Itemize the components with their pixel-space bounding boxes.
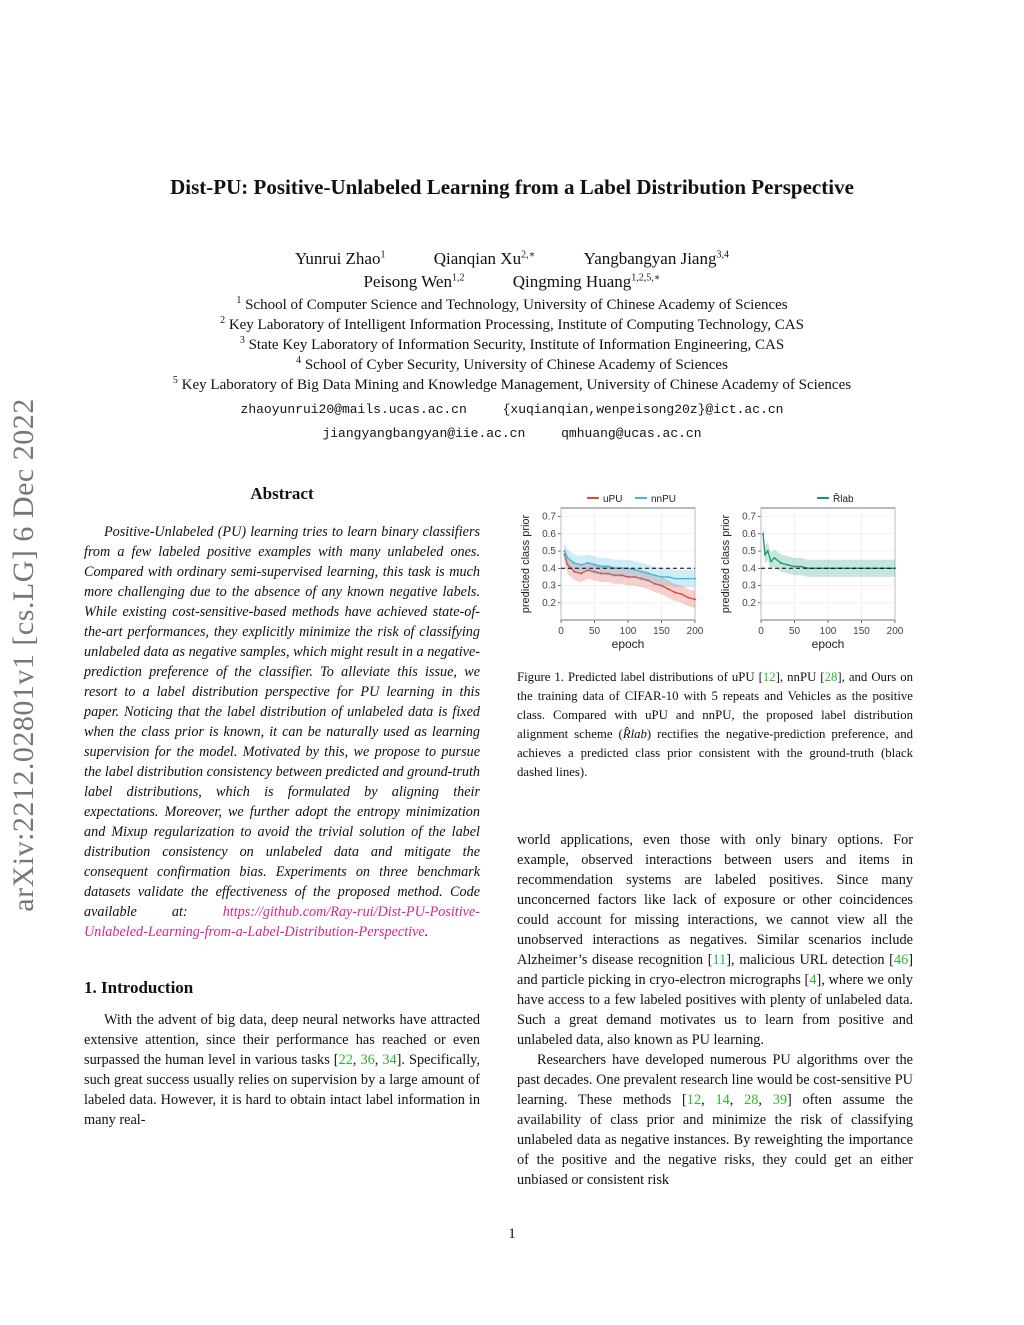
citation-link[interactable]: 4 <box>809 972 817 988</box>
author: Yangbangyan Jiang$^{3,4}$ <box>583 249 729 268</box>
data-point <box>767 550 769 552</box>
citation-link[interactable]: 14 <box>715 1092 730 1108</box>
data-point <box>594 564 596 566</box>
figure-1 <box>517 488 913 653</box>
email: zhaoyunrui20@mails.ucas.ac.cn <box>240 402 467 417</box>
intro-paragraph-2: world applications, even those with only binary options. For example, observed interactions between users and items in recommendation systems are labeled positives. Since many unconcerned factors like lack of exposure or other coincidences could account for missing interactions, we cannot view all the unobserved interactions as negatives. Similar scenarios include Alzheimer’s disease recognition [11], malicious URL detection [46] and particle picking in cryo-electron micrographs [4], where we only have access to a few labeled positives with plenty of unlabeled data. Such a great demand motivates us to learn from positive and unlabeled data, also known as PU learning. <box>517 832 913 1048</box>
y-tick-label: 0.2 <box>542 597 556 609</box>
y-axis-label: predicted class prior <box>720 514 732 614</box>
data-point <box>770 560 772 562</box>
data-point <box>794 566 796 568</box>
figure-caption: Figure 1. Predicted label distributions of uPU [12], nnPU [28], and Ours on the training data of CIFAR-10 with 5 repeats and Vehicles as the positive class. Compared with uPU and nnPU, the proposed label distribution alignment scheme (R̂lab) rectifies the negative-prediction preference, and achieves a predicted class prior consistent with the ground-truth (black dashed lines). <box>517 670 913 779</box>
data-point <box>694 578 696 580</box>
x-axis-label: epoch <box>611 637 645 651</box>
legend-label: R̂lab <box>833 494 854 505</box>
introduction-heading: 1. Introduction <box>84 978 194 997</box>
emails-row-2 <box>0 426 1024 441</box>
data-point <box>600 566 602 568</box>
data-point <box>807 567 809 569</box>
data-point <box>573 562 575 564</box>
email: jiangyangbangyan@iie.ac.cn <box>322 426 526 441</box>
x-tick-label: 0 <box>758 626 764 637</box>
x-tick-label: 50 <box>588 626 601 637</box>
data-point <box>780 562 782 564</box>
y-tick-label: 0.4 <box>542 563 556 575</box>
legend-label: nnPU <box>651 494 677 505</box>
arxiv-sidebar-stamp <box>4 350 44 960</box>
data-point <box>661 576 663 578</box>
citation-link[interactable]: 36 <box>360 1052 375 1068</box>
affiliation: $^1$ School of Computer Science and Technology, University of Chinese Academy of Sciences <box>236 295 788 313</box>
data-point <box>567 557 569 559</box>
page-number: 1 <box>508 1226 516 1242</box>
data-point <box>654 574 656 576</box>
figure-1-charts <box>517 488 913 653</box>
x-tick-label: 200 <box>686 626 704 637</box>
data-point <box>634 569 636 571</box>
y-tick-label: 0.5 <box>742 546 756 558</box>
citation-link[interactable]: 22 <box>338 1052 353 1068</box>
data-point <box>640 571 642 573</box>
affiliation: $^2$ Key Laboratory of Intelligent Information Processing, Institute of Computing Technology, CAS <box>220 315 804 333</box>
x-tick-label: 150 <box>653 626 670 637</box>
abstract-heading: Abstract <box>250 484 314 503</box>
affiliation: $^4$ School of Cyber Security, University of Chinese Academy of Sciences <box>296 355 728 373</box>
data-point <box>563 550 565 552</box>
rlab-symbol: R̂lab <box>622 727 647 741</box>
affiliation: $^5$ Key Laboratory of Big Data Mining and Knowledge Management, University of Chinese Academy of Sciences <box>172 375 852 393</box>
legend-label: uPU <box>603 494 623 505</box>
x-axis-label: epoch <box>811 637 845 651</box>
y-axis-label: predicted class prior <box>520 514 532 614</box>
y-tick-label: 0.4 <box>742 563 756 575</box>
right-column <box>517 488 913 1190</box>
citation-link[interactable]: 28 <box>824 670 838 684</box>
x-tick-label: 0 <box>558 626 564 637</box>
x-tick-label: 100 <box>819 626 837 637</box>
data-point <box>762 533 764 535</box>
author: Qianqian $Xu^{2,∗}$ <box>433 249 536 268</box>
code-link[interactable]: https://github.com/Ray-rui/Dist-PU-Positive-Unlabeled-Learning-from-a-Label-Distribution-Perspective <box>84 904 480 940</box>
intro-paragraph-1: With the advent of big data, deep neural networks have attracted extensive attention, since their performance has reached or even surpassed the human level in various tasks [22, 36, 34]. Specifically, such great success usually relies on supervision by a large amount of labeled data. However, it is hard to obtain intact label information in many real- <box>84 1012 480 1128</box>
data-point <box>687 578 689 580</box>
author: Peisong Wen$^{1,2}$ <box>363 272 465 291</box>
citation-link[interactable]: 46 <box>893 952 909 968</box>
data-point <box>674 591 676 593</box>
affiliation: $^3$ State Key Laboratory of Information Security, Institute of Information Engineering, CAS <box>239 335 785 353</box>
data-point <box>764 554 766 556</box>
data-point <box>667 576 669 578</box>
citation-link[interactable]: 11 <box>712 952 727 968</box>
data-point <box>681 593 683 595</box>
emails-row-1 <box>0 402 1024 417</box>
citation-link[interactable]: 34 <box>382 1052 397 1068</box>
abstract-body: Positive-Unlabeled (PU) learning tries to learn binary classifiers from a few labeled positive examples with many unlabeled ones. Compared with ordinary semi-supervised learning, this task is much more challenging due to the absence of any known negative labels. While existing cost-sensitive-based methods have achieved state-of-the-art performances, they explicitly minimize the risk of classifying unlabeled data as negative samples, which might result in a negative-prediction preference of the classifier. To alleviate this issue, we resort to a label distribution perspective for PU learning in this paper. Noticing that the label distribution of unlabeled data is fixed when the class prior is known, it can be naturally used as learning supervision for the model. Motivated by this, we propose to pursue the label distribution consistency between predicted and ground-truth label distributions, which is formulated by aligning their expectations. Moreover, we further adopt the entropy minimization and Mixup regularization to avoid the trivial solution of the label distribution consistency on unlabeled data and mitigate the consequent confirmation bias. Experiments on three benchmark datasets validate the effectiveness of the proposed method. Code available at: https://github.com/Ray-rui/Dist-PU-Positive-Unlabeled-Learning-from-a-Label-Distribution-Perspective. <box>84 524 480 940</box>
x-tick-label: 200 <box>886 626 904 637</box>
author: Yunrui Zhao$^1$ <box>295 249 386 268</box>
data-point <box>667 588 669 590</box>
y-tick-label: 0.3 <box>742 580 756 592</box>
authors-row-1 <box>0 249 1024 269</box>
citation-link[interactable]: 12 <box>686 1092 702 1108</box>
data-point <box>687 597 689 599</box>
intro-paragraph-3: Researchers have developed numerous PU algorithms over the past decades. One prevalent research line would be cost-sensitive PU learning. These methods [12, 14, 28, 39] often assume the availability of class prior and minimize the risk of classifying unlabeled data as negative instances. By reweighting the importance of the positive and the negative risks, they could get an either unbiased or consistent risk <box>517 1052 913 1188</box>
data-point <box>694 598 696 600</box>
x-tick-label: 100 <box>619 626 637 637</box>
y-tick-label: 0.6 <box>742 528 756 540</box>
authors-row-2 <box>0 272 1024 292</box>
paper-title: Dist-PU: Positive-Unlabeled Learning from a Label Distribution Perspective <box>170 175 854 199</box>
data-point <box>587 562 589 564</box>
data-point <box>681 578 683 580</box>
x-tick-label: 150 <box>853 626 870 637</box>
x-tick-label: 50 <box>788 626 801 637</box>
email: qmhuang@ucas.ac.cn <box>561 426 702 441</box>
y-tick-label: 0.5 <box>542 546 556 558</box>
citation-link[interactable]: 12 <box>762 670 776 684</box>
data-point <box>800 566 802 568</box>
y-tick-label: 0.3 <box>542 580 556 592</box>
data-point <box>674 578 676 580</box>
y-tick-label: 0.7 <box>742 511 756 523</box>
citation-link[interactable]: 39 <box>772 1092 788 1108</box>
data-point <box>647 572 649 574</box>
data-point <box>580 564 582 566</box>
left-column <box>84 484 480 1130</box>
data-point <box>607 566 609 568</box>
data-point <box>773 557 775 559</box>
author: Qingming Huang$^{1,2,5,∗}$ <box>512 272 661 291</box>
y-tick-label: 0.6 <box>542 528 556 540</box>
email: {xuqianqian,wenpeisong20z}@ict.ac.cn <box>502 402 784 417</box>
citation-link[interactable]: 28 <box>744 1092 759 1108</box>
y-tick-label: 0.7 <box>542 511 556 523</box>
data-point <box>787 564 789 566</box>
arxiv-id-text: arXiv:2212.02801v1 [cs.LG] 6 Dec 2022 <box>7 398 40 912</box>
y-tick-label: 0.2 <box>742 597 756 609</box>
